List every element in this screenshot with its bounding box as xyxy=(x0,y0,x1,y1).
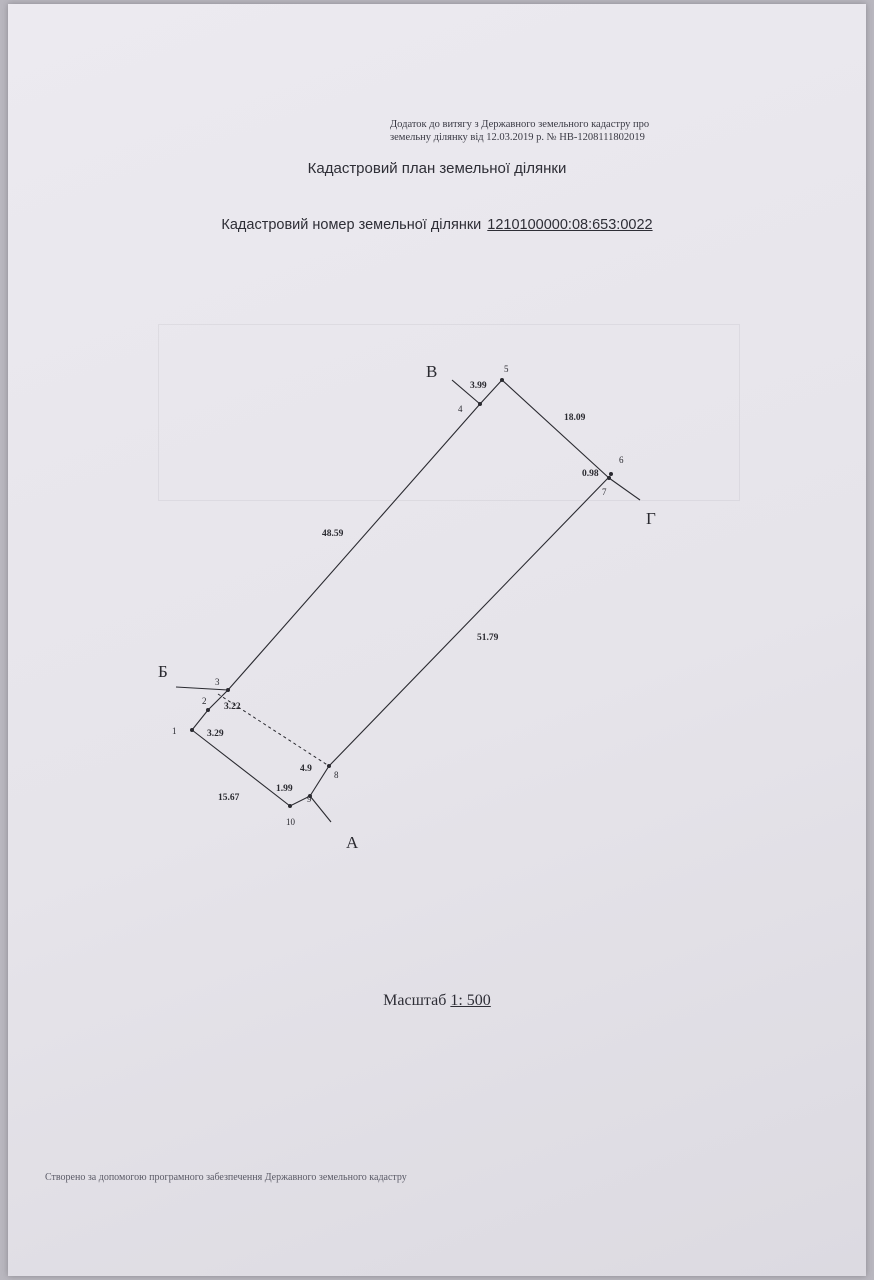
length-8-9: 4.9 xyxy=(300,764,312,774)
point-label-6: 6 xyxy=(619,455,624,465)
vertex-10 xyxy=(288,804,292,808)
point-label-7: 7 xyxy=(602,487,607,497)
neighbour-label-v: В xyxy=(426,362,438,381)
length-4-5: 3.99 xyxy=(470,381,487,391)
cadastral-number-label: Кадастровий номер земельної ділянки xyxy=(221,217,482,233)
point-label-1: 1 xyxy=(172,726,177,736)
length-9-10: 1.99 xyxy=(276,784,293,794)
point-label-2: 2 xyxy=(202,696,207,706)
vertex-2 xyxy=(206,708,210,712)
length-1-2: 3.29 xyxy=(207,729,224,739)
neighbour-line-g xyxy=(609,478,640,500)
vertex-3 xyxy=(226,688,230,692)
scale-value: 1: 500 xyxy=(450,992,491,1009)
point-label-8: 8 xyxy=(334,770,339,780)
header-note-line-1: Додаток до витягу з Державного земельного кадастру про xyxy=(390,119,650,130)
length-3-4: 48.59 xyxy=(322,529,344,539)
parcel-boundary xyxy=(192,380,610,806)
point-label-10: 10 xyxy=(286,817,295,827)
length-10-1: 15.67 xyxy=(218,793,240,803)
vertex-8 xyxy=(327,764,331,768)
page-title: Кадастровий план земельної ділянки xyxy=(307,160,567,177)
neighbour-line-b xyxy=(176,687,228,690)
neighbour-line-a xyxy=(310,796,331,822)
vertex-5 xyxy=(500,378,504,382)
neighbour-label-g: Г xyxy=(646,509,656,528)
length-6-7: 0.98 xyxy=(582,469,599,479)
vertex-1 xyxy=(190,728,194,732)
neighbour-label-a: А xyxy=(346,833,359,852)
length-7-8: 51.79 xyxy=(477,633,499,643)
header-note-line-2: земельну ділянку від 12.03.2019 р. № НВ-1208111802019 xyxy=(390,132,645,143)
scale-label: Масштаб xyxy=(383,992,447,1009)
cadastral-number: 1210100000:08:653:0022 xyxy=(487,217,653,233)
point-label-3: 3 xyxy=(215,677,220,687)
point-label-5: 5 xyxy=(504,364,509,374)
length-2-3: 3.22 xyxy=(224,702,241,712)
vertex-4 xyxy=(478,402,482,406)
vertex-7 xyxy=(607,476,611,480)
length-5-6: 18.09 xyxy=(564,413,586,423)
point-label-9: 9 xyxy=(307,794,312,804)
scale-line xyxy=(0,992,874,1010)
point-label-4: 4 xyxy=(458,404,463,414)
neighbour-label-b: Б xyxy=(158,662,168,681)
vertex-6 xyxy=(609,472,613,476)
footer-note: Створено за допомогою програмного забезпечення Державного земельного кадастру xyxy=(45,1172,407,1183)
